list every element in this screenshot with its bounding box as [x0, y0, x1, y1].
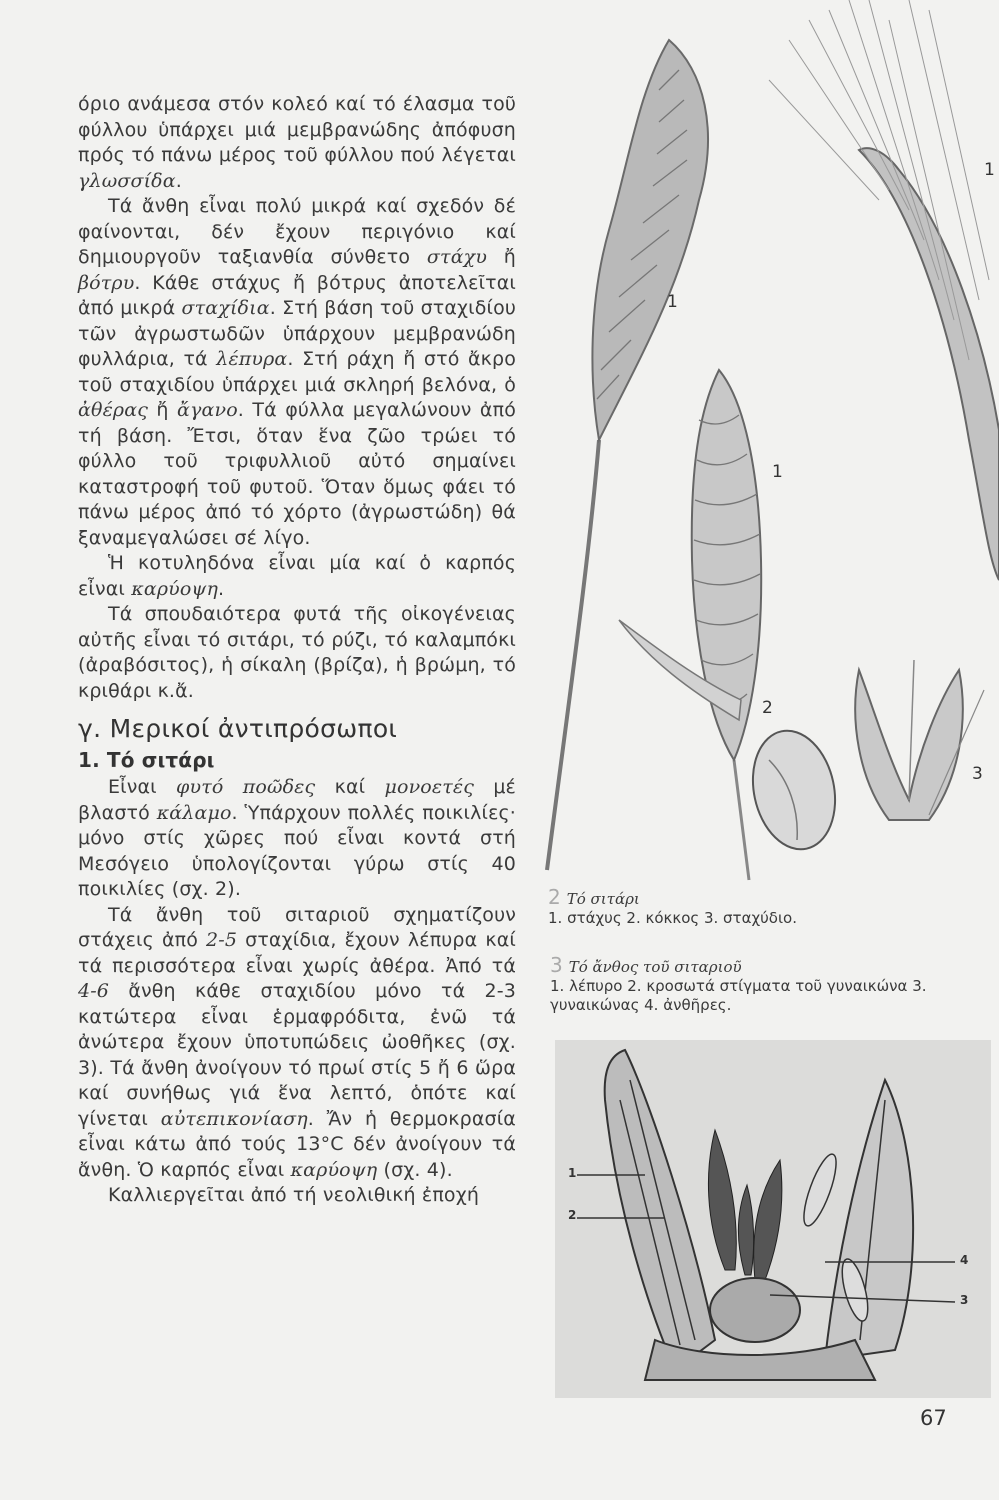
fig3-label: 1	[568, 1166, 577, 1180]
paragraph-4: Τά σπουδαιότερα φυτά τῆς οἰκογένειας αὐτῆς εἶναι τό σιτάρι, τό ρύζι, τό καλαμπόκι (ἀραβόσιτος), ἡ σίκαλη (βρίζα), ἡ βρώμη, τό κριθάρι κ.ἄ.	[78, 603, 516, 702]
spike-right	[859, 148, 999, 580]
spike-left	[592, 40, 708, 440]
fig3-label: 4	[960, 1253, 969, 1267]
figure2-title: Τό σιτάρι	[566, 890, 640, 908]
subsection-heading: 1. Τό σιτάρι	[78, 747, 215, 772]
figure3-number: 3	[550, 953, 563, 977]
figure3-title: Τό ἄνθος τοῦ σιταριοῦ	[568, 958, 742, 976]
fig3-label: 2	[568, 1208, 577, 1222]
stem-middle	[734, 760, 749, 880]
wheat-illustration	[529, 0, 999, 890]
fig2-label: 3	[972, 764, 983, 784]
grain	[742, 723, 845, 857]
figure2-number: 2	[548, 885, 561, 909]
fig3-label: 3	[960, 1293, 969, 1307]
page-number: 67	[920, 1406, 947, 1430]
figure3-caption	[550, 953, 970, 1015]
paragraph-3: Ἡ κοτυληδόνα εἶναι μία καί ὁ καρπός εἶναι καρύοψη.	[78, 552, 516, 600]
figure2-legend: 1. στάχυς 2. κόκκος 3. σταχύδιο.	[548, 909, 797, 927]
fig2-label: 1	[667, 292, 678, 312]
fig2-label: 1	[772, 462, 783, 482]
body-text-column	[78, 92, 516, 1209]
paragraph-6: Τά ἄνθη τοῦ σιταριοῦ σχηματίζουν στάχεις ἀπό 2-5 σταχίδια, ἔχουν λέπυρα καί τά περισσότερα εἶναι χωρίς ἀθέρα. Ἀπό τά 4-6 ἄνθη κάθε σταχιδίου μόνο τά 2-3 κατώτερα εἶναι ἑρμαφρόδιτα, ἐνῶ τά ἀνώτερα ἔχουν ὑποτυπώδεις ὠοθῆκες (σχ. 3). Τά ἄνθη ἀνοίγουν τό πρωί στίς 5 ἤ 6 ὥρα καί συνήθως γιά ἕνα λεπτό, ὁπότε καί γίνεται αὐτεπικονίαση. Ἄν ἡ θερμοκρασία εἶναι κάτω ἀπό τούς 13°C δέν ἀνοίγουν τά ἄνθη. Ὁ καρπός εἶναι καρύοψη (σχ. 4).	[78, 903, 516, 1181]
fig2-label: 2	[762, 698, 773, 718]
paragraph-1: όριο ανάμεσα στόν κολεό καί τό έλασμα τοῦ φύλλου ὑπάρχει μιά μεμβρανώδης ἀπόφυση πρός τό πάνω μέρος τοῦ φύλλου πού λέγεται γλωσσίδα.	[78, 93, 516, 192]
flower-illustration	[555, 1040, 991, 1398]
paragraph-7: Καλλιεργεῖται ἀπό τή νεολιθική ἐποχή	[108, 1184, 480, 1206]
stem-left	[547, 440, 599, 870]
paragraph-5: Εἶναι φυτό ποῶδες καί μονοετές μέ βλαστό κάλαμο. Ὑπάρχουν πολλές ποικιλίες· μόνο στίς χῶρες πού εἶναι κοντά στή Μεσόγειο ὑπολογίζονται γύρω στίς 40 ποικιλίες (σχ. 2).	[78, 776, 516, 900]
figure2-caption	[548, 885, 968, 928]
figure3-legend: 1. λέπυρο 2. κροσωτά στίγματα τοῦ γυναικώνα 3. γυναικώνας 4. ἀνθῆρες.	[550, 977, 927, 1014]
fig2-label: 1	[984, 160, 995, 180]
paragraph-2: Τά ἄνθη εἶναι πολύ μικρά καί σχεδόν δέ φαίνονται, δέν ἔχουν περιγόνιο καί δημιουργοῦν ταξιανθία σύνθετο στάχυ ἤ βότρυ. Κάθε στάχυς ἤ βότρυς ἀποτελεῖται ἀπό μικρά σταχίδια. Στή βάση τοῦ σταχιδίου τῶν ἀγρωστωδῶν ὑπάρχουν μεμβρανώδη φυλλάρια, τά λέπυρα. Στή ράχη ἤ στό ἄκρο τοῦ σταχιδίου ὑπάρχει μιά σκληρή βελόνα, ὁ ἀθέρας ἤ ἄγανο. Τά φύλλα μεγαλώνουν ἀπό τή βάση. Ἔτσι, ὅταν ἕνα ζῶο τρώει τό φύλλο τοῦ τριφυλλιοῦ αὐτό σημαίνει καταστροφή τοῦ φυτοῦ. Ὅταν ὅμως φάει τό πάνω μέρος ἀπό τό χόρτο (ἀγρωστώδη) θά ξαναμεγαλώσει σέ λίγο.	[78, 195, 516, 549]
ovary	[710, 1278, 800, 1342]
section-heading: γ. Μερικοί ἀντιπρόσωποι	[78, 714, 398, 743]
